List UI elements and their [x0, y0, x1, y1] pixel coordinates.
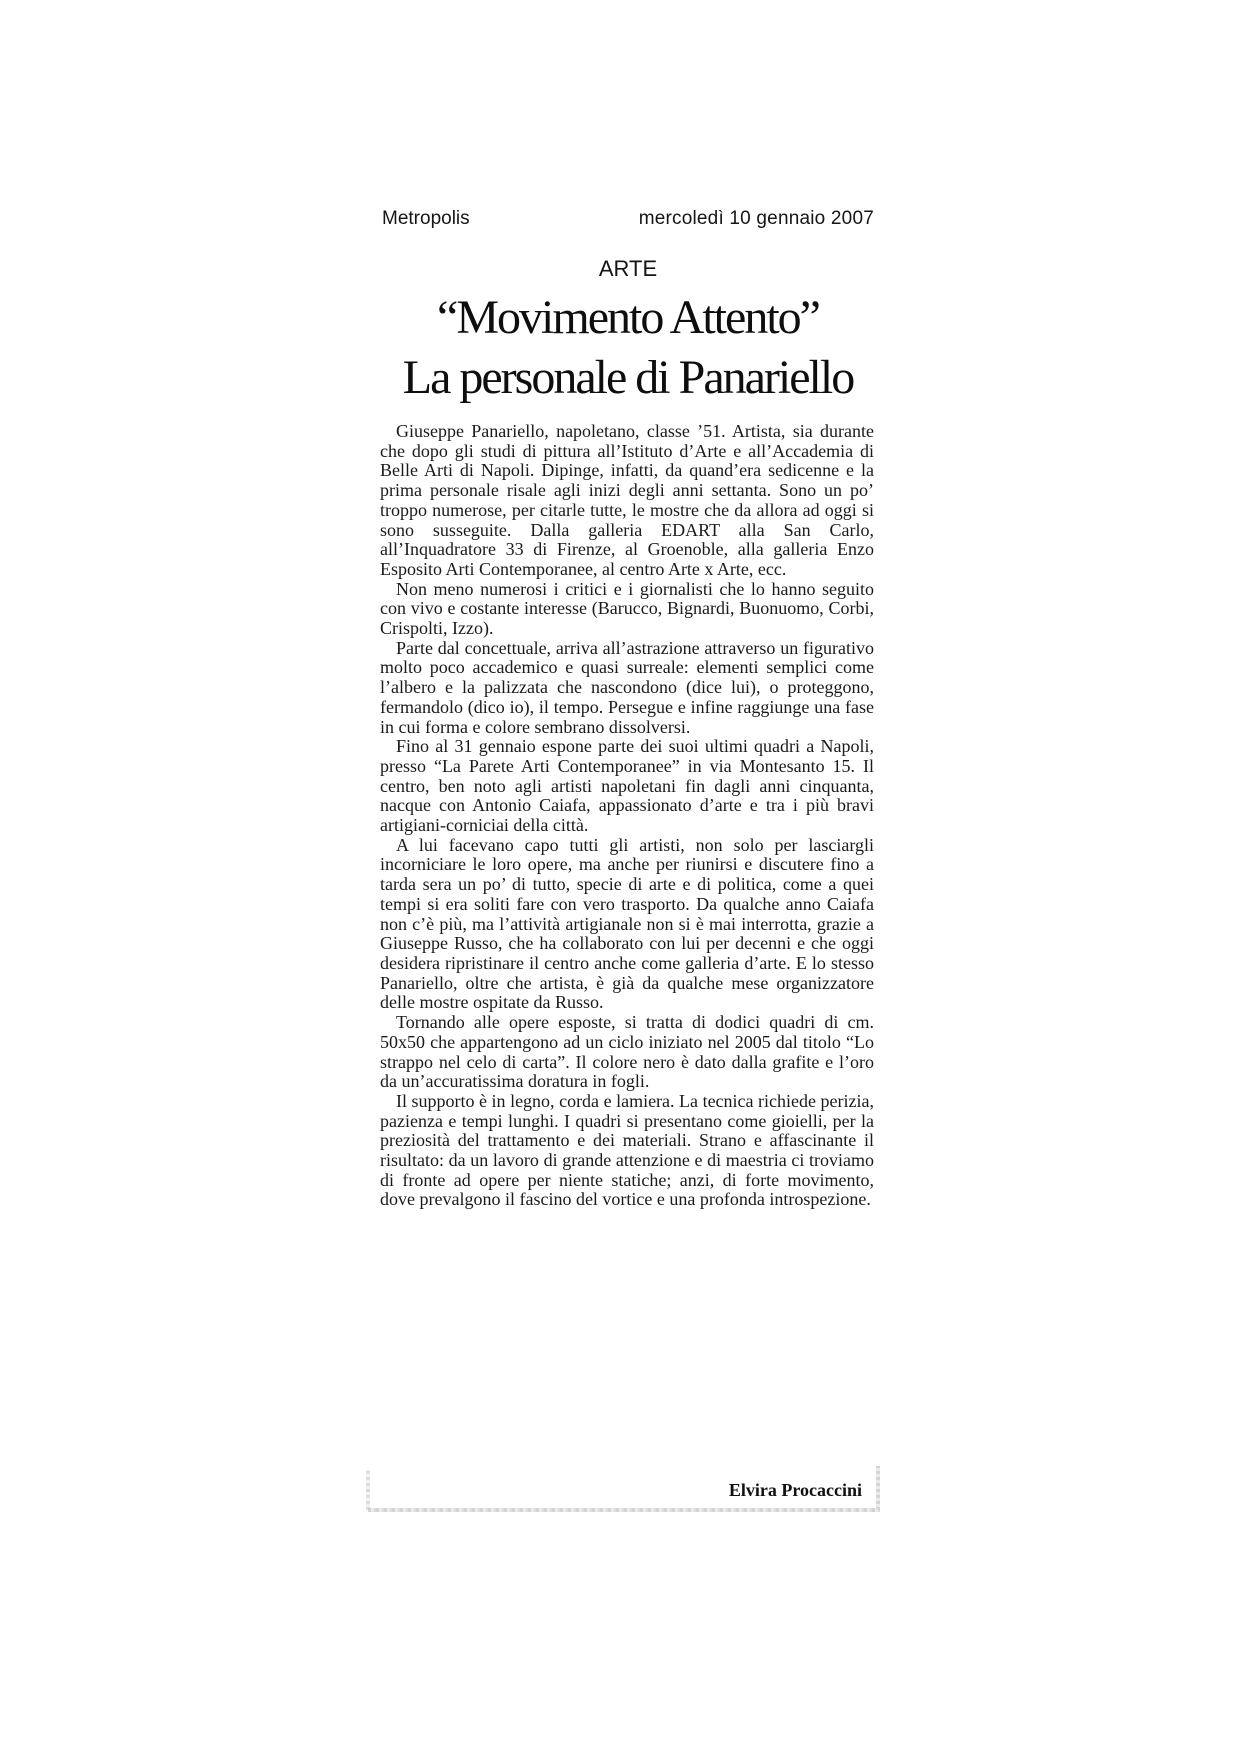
newspaper-name: Metropolis — [382, 208, 470, 229]
article-paragraph: Parte dal concettuale, arriva all’astrazione attraverso un figurativo molto poco accademico e quasi surreale: elementi semplici come l’albero e la palizzata che nascondono (dice lui), o proteggono, fermandolo (dico io), il tempo. Persegue e infine raggiunge una fase in cui forma e colore sembrano dissolversi. — [380, 637, 874, 737]
clipping-edge-right — [876, 1466, 880, 1510]
article-paragraph: Il supporto è in legno, corda e lamiera. La tecnica richiede perizia, pazienza e tempi lunghi. I quadri si presentano come gioielli, per la preziosità del trattamento e dei materiali. Strano e affascinante il risultato: da un lavoro di grande attenzione e di maestria ci troviamo di fronte ad opere per niente statiche; anzi, di forte movimento, dove prevalgono il fascino del vortice e una profonda introspezione. — [380, 1090, 874, 1210]
article-body — [380, 422, 874, 1210]
article-paragraph: A lui facevano capo tutti gli artisti, non solo per lasciargli incorniciare le loro opere, ma anche per riunirsi e discutere fino a tarda sera un po’ di tutto, specie di arte e di politica, come a quei tempi si era soliti fare con vero trasporto. Da qualche anno Caiafa non c’è più, ma l’attività artigianale non si è mai interrotta, grazie a Giuseppe Russo, che ha collaborato con lui per decenni e che oggi desidera ripristinare il centro anche come galleria d’arte. E lo stesso Panariello, oltre che artista, è già da qualche mese organizzatore delle mostre ospitate da Russo. — [380, 834, 874, 1013]
clipping-edge-left — [366, 1470, 370, 1510]
headline — [352, 288, 904, 408]
headline-line-2: La personale di Panariello — [402, 351, 854, 404]
section-label: ARTE — [598, 256, 658, 281]
author-byline: Elvira Procaccini — [728, 1480, 862, 1500]
page-header — [382, 208, 874, 236]
headline-line-1: “Movimento Attento” — [437, 291, 819, 344]
article-paragraph: Tornando alle opere esposte, si tratta di dodici quadri di cm. 50x50 che appartengono ad un ciclo iniziato nel 2005 dal titolo “Lo strappo nel celo di carta”. Il colore nero è dato dalla grafite e l’oro da un’accuratissima doratura in fogli. — [380, 1012, 874, 1092]
publication-date: mercoledì 10 gennaio 2007 — [638, 208, 874, 229]
article-paragraph: Non meno numerosi i critici e i giornalisti che lo hanno seguito con vivo e costante interesse (Barucco, Bignardi, Buonuomo, Corbi, Crispolti, Izzo). — [380, 578, 874, 639]
article-paragraph: Fino al 31 gennaio espone parte dei suoi ultimi quadri a Napoli, presso “La Parete Arti Contemporanee” in via Montesanto 15. Il centro, ben noto agli artisti napoletani fin dagli anni cinquanta, nacque con Antonio Caiafa, appassionato d’arte e tra i più bravi artigiani-corniciai della città. — [380, 736, 874, 836]
article-paragraph: Giuseppe Panariello, napoletano, classe ’51. Artista, sia durante che dopo gli studi di pittura all’Istituto d’Arte e all’Accademia di Belle Arti di Napoli. Dipinge, infatti, da quand’era sedicenne e la prima personale risale agli inizi degli anni settanta. Sono un po’ troppo numerose, per citarle tutte, le mostre che da allora ad oggi si sono susseguite. Dalla galleria EDART alla San Carlo, all’Inquadratore 33 di Firenze, al Groenoble, alla galleria Enzo Esposito Arti Contemporanee, al centro Arte x Arte, ecc. — [380, 421, 874, 579]
clipping-edge-bottom — [368, 1508, 880, 1512]
